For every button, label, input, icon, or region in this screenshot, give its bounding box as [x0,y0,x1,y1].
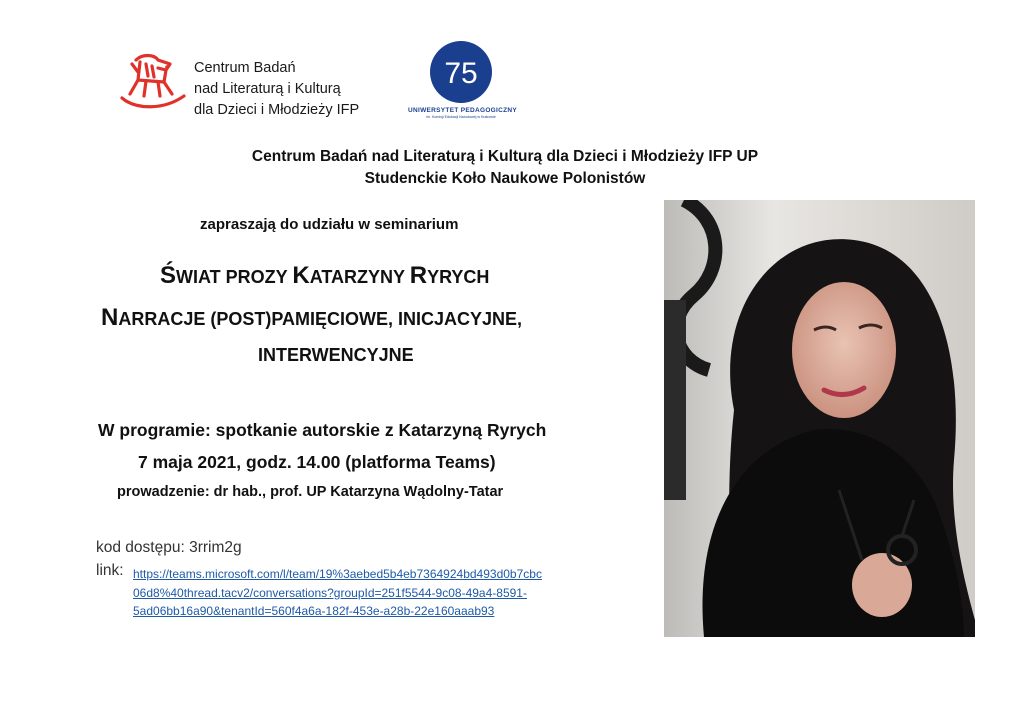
seminar-title-line-2: NARRACJE (POST)PAMIĘCIOWE, INICJACYJNE, [101,304,523,331]
seminar-title-line-1: ŚWIAT PROZY KATARZYNY RYRYCH [160,262,490,289]
teams-link-line-3: 5ad06bb16a90&tenantId=560f4a6a-182f-453e-a28b-22e160aaab93 [133,604,495,618]
program-text: W programie: spotkanie autorskie z Katarzyną Ryrych [98,420,547,440]
university-subtitle: im. Komisji Edukacji Narodowej w Krakowie [426,115,496,119]
university-name: UNIWERSYTET PEDAGOGICZNY [408,107,518,114]
invitation-text: zapraszają do udziału w seminarium [200,216,459,233]
host-text: prowadzenie: dr hab., prof. UP Katarzyna Wądolny-Tatar [117,484,504,500]
organizer-line-2: Studenckie Koło Naukowe Polonistów [364,170,646,187]
university-seal-icon [429,40,493,104]
access-code: kod dostępu: 3rrim2g [96,539,242,556]
event-datetime: 7 maja 2021, godz. 14.00 (platforma Teams) [138,452,496,472]
organizer-line-1: Centrum Badań nad Literaturą i Kulturą dla Dzieci i Młodzieży IFP UP [251,148,759,165]
research-center-logo-text [194,58,359,121]
university-logo [408,40,518,126]
organizers [200,146,810,190]
author-portrait-illustration [664,200,975,637]
logo-line-2: nad Literaturą i Kulturą [194,81,341,97]
logo-line-1: Centrum Badań [194,60,296,76]
logo-line-3: dla Dzieci i Młodzieży IFP [194,102,360,118]
teams-meeting-link[interactable] [133,565,613,621]
seal-number: 75 [444,57,478,90]
research-center-logo [118,50,378,130]
author-photo [664,200,975,637]
link-label: link: [96,562,124,579]
seminar-title-line-3: INTERWENCYJNE [258,345,414,365]
rocking-horse-icon [118,50,188,122]
teams-link-line-2: 06d8%40thread.tacv2/conversations?groupId=251f5544-9c08-49a4-8591- [133,585,527,600]
teams-link-line-1: https://teams.microsoft.com/l/team/19%3aebed5b4eb7364924bd493d0b7cbc [133,567,542,581]
